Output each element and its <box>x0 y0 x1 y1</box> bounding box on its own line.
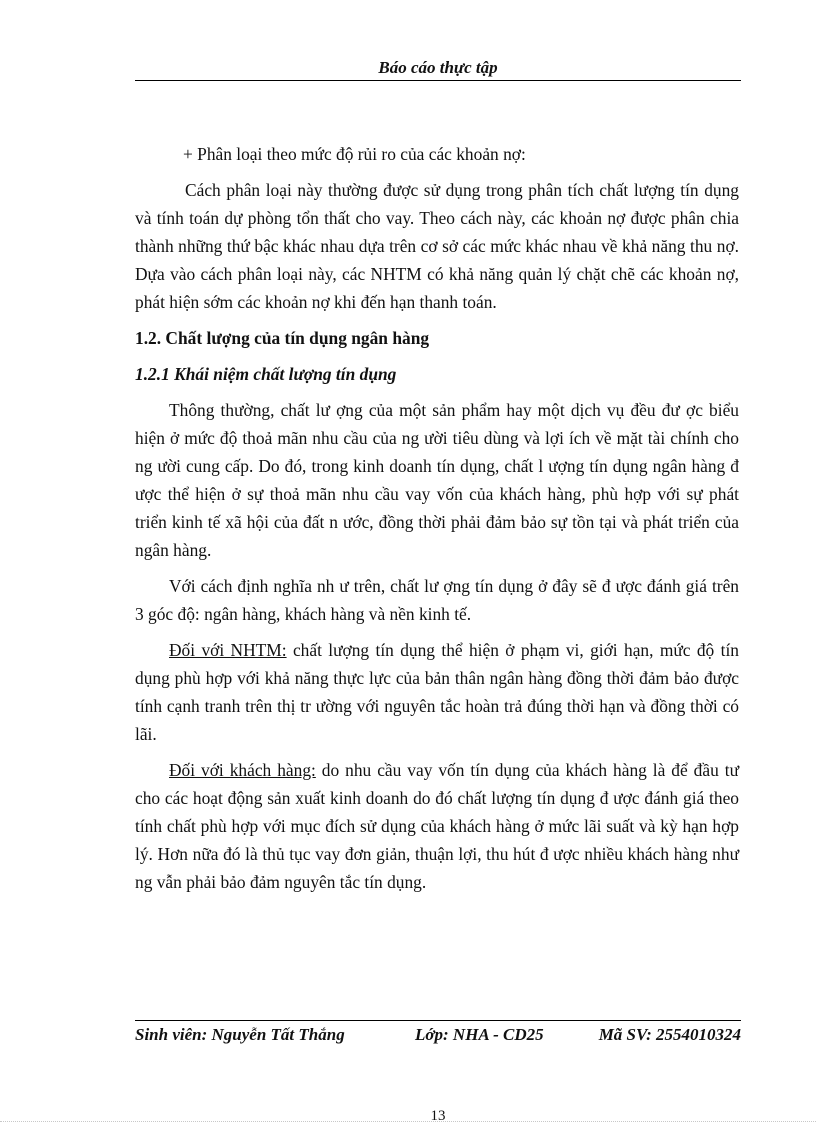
footer-rule <box>135 1020 741 1021</box>
footer-student: Sinh viên: Nguyễn Tất Thắng <box>135 1025 345 1044</box>
subsection-heading: 1.2.1 Khái niệm chất lượng tín dụng <box>135 364 397 384</box>
customer-text: do nhu cầu vay vốn tín dụng của khách hàng là để đầu tư cho các hoạt động sản xuất kinh doanh do đó chất lượng tín dụng đ ược đánh giá theo tính chất phù hợp với mục đích sử dụng của khách hàng ở mức lãi suất và kỳ hạn hợp lý. Hơn nữa đó là thủ tục vay đơn giản, thuận lợi, thu hút đ ược nhiều khách hàng như ng vẫn phải bảo đảm nguyên tắc tín dụng. <box>135 760 739 892</box>
bullet-heading: + Phân loại theo mức độ rủi ro của các khoản nợ: <box>183 144 526 164</box>
section-heading: 1.2. Chất lượng của tín dụng ngân hàng <box>135 328 430 348</box>
paragraph-nhtm <box>135 636 739 748</box>
paragraph-concept: Thông thường, chất lư ợng của một sản phẩm hay một dịch vụ đều đư ợc biểu hiện ở mức độ thoả mãn nhu cầu của ng ười tiêu dùng và lợi ích về mặt tài chính cho ng ười cung cấp. Do đó, trong kinh doanh tín dụng, chất l ượng tín dụng ngân hàng đ ược thể hiện ở sự thoả mãn nhu cầu vay vốn của khách hàng, phù hợp với sự phát triển kinh tế xã hội của đất n ước, đồng thời phải đảm bảo sự tồn tại và phát triển của ngân hàng. <box>135 400 739 560</box>
footer-class: Lớp: NHA - CD25 <box>415 1025 544 1044</box>
customer-label: Đối với khách hàng: <box>169 760 316 780</box>
header-title: Báo cáo thực tập <box>378 58 498 77</box>
paragraph-customer <box>135 756 739 896</box>
nhtm-text: chất lượng tín dụng thể hiện ở phạm vi, giới hạn, mức độ tín dụng phù hợp với khả năng thực lực của bản thân ngân hàng đồng thời đảm bảo được tính cạnh tranh trên thị tr ường với nguyên tắc hoàn trả đúng thời hạn và đồng thời có lãi. <box>135 640 739 744</box>
header-rule <box>135 80 741 81</box>
body-content <box>135 140 739 896</box>
paragraph-definition: Với cách định nghĩa nh ư trên, chất lư ợng tín dụng ở đây sẽ đ ược đánh giá trên 3 góc độ: ngân hàng, khách hàng và nền kinh tế. <box>135 576 739 624</box>
nhtm-label: Đối với NHTM: <box>169 640 287 660</box>
page-number: 13 <box>430 1108 446 1124</box>
page-bottom-rule <box>0 1121 816 1122</box>
footer-student-id: Mã SV: 2554010324 <box>598 1025 741 1044</box>
paragraph-classification: Cách phân loại này thường được sử dụng trong phân tích chất lượng tín dụng và tính toán dự phòng tổn thất cho vay. Theo cách này, các khoản nợ được phân chia thành những thứ bậc khác nhau dựa trên cơ sở các mức khác nhau về khả năng thu nợ. Dựa vào cách phân loại này, các NHTM có khả năng quản lý chặt chẽ các khoản nợ, phát hiện sớm các khoản nợ khi đến hạn thanh toán. <box>135 180 739 312</box>
